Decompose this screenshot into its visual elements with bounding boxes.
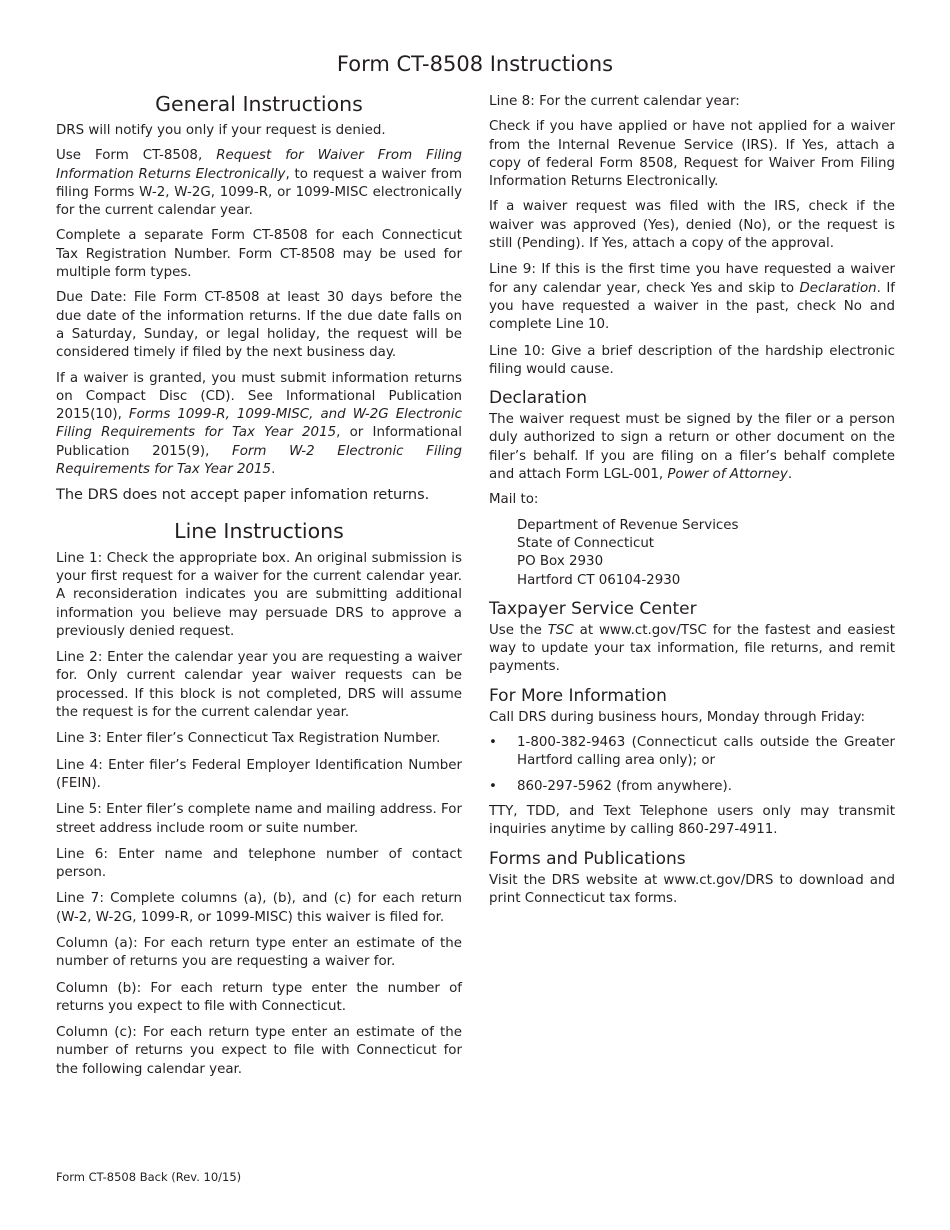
line-3-paragraph: Line 3: Enter filer’s Connecticut Tax Registration Number. bbox=[56, 730, 441, 747]
address-line: Hartford CT 06104-2930 bbox=[517, 572, 681, 588]
use-form-paragraph: Use Form CT-8508, Request for Waiver From Filing Information Returns Electronically, to request a waiver from filing Forms W-2, W-2G, 1099-R, or 1099-MISC electronically for the current calendar year. bbox=[56, 148, 463, 219]
tty-paragraph: TTY, TDD, and Text Telephone users only may transmit inquiries anytime by calling 860-297-4911. bbox=[489, 803, 895, 838]
line-7-paragraph: Line 7: Complete columns (a), (b), and (c) for each return (W-2, W-2G, 1099-R, or 1099-MISC) this waiver is filed for. bbox=[56, 890, 462, 925]
line-instructions-heading: Line Instructions bbox=[174, 518, 344, 543]
right-column bbox=[489, 92, 895, 915]
general-instructions-heading: General Instructions bbox=[155, 92, 363, 116]
mailing-address bbox=[517, 517, 895, 590]
mail-to-label: Mail to: bbox=[489, 492, 539, 508]
column-b-paragraph: Column (b): For each return type enter the number of returns you expect to file with Connecticut. bbox=[56, 979, 462, 1014]
line-2-paragraph: Line 2: Enter the calendar year you are requesting a waiver for. Only current calendar year waiver requests can be processed. If this block is not completed, DRS will assume the request is for the current calendar year. bbox=[56, 649, 462, 721]
more-information-heading: For More Information bbox=[489, 685, 667, 706]
line-8-paragraph: Line 8: For the current calendar year: bbox=[489, 93, 740, 109]
separate-form-paragraph: Complete a separate Form CT-8508 for each Connecticut Tax Registration Number. Form CT-8508 may be used for multiple form types. bbox=[56, 228, 462, 281]
line-5-paragraph: Line 5: Enter filer’s complete name and mailing address. For street address include room or suite number. bbox=[56, 801, 462, 836]
line-6-paragraph: Line 6: Enter name and telephone number of contact person. bbox=[56, 845, 462, 881]
notify-paragraph: DRS will notify you only if your request is denied. bbox=[56, 123, 386, 138]
column-a-paragraph: Column (a): For each return type enter an estimate of the number of returns you are requesting a waiver for. bbox=[56, 934, 462, 970]
address-line: PO Box 2930 bbox=[517, 554, 604, 570]
phone-list bbox=[489, 734, 895, 796]
due-date-paragraph: Due Date: File Form CT-8508 at least 30 days before the due date of the information returns. If the due date falls on a Saturday, Sunday, or legal holiday, the request will be considered timely if filed by the next business day. bbox=[56, 290, 463, 361]
tsc-paragraph: Use the TSC at www.ct.gov/TSC for the fastest and easiest way to update your tax information, file returns, and remit payments. bbox=[489, 622, 895, 675]
line-10-paragraph: Line 10: Give a brief description of the hardship electronic filing would cause. bbox=[489, 342, 895, 377]
bullet-icon: • bbox=[489, 778, 497, 794]
bullet-icon: • bbox=[489, 735, 497, 751]
page-title: Form CT-8508 Instructions bbox=[336, 52, 614, 76]
declaration-heading: Declaration bbox=[489, 388, 588, 409]
list-item: • 1-800-382-9463 (Connecticut calls outside the Greater Hartford calling area only); or bbox=[489, 735, 895, 769]
line-9-paragraph: Line 9: If this is the first time you have requested a waiver for any calendar year, check Yes and skip to Declaration. If you have requested a waiver in the past, check No and complete Line 10. bbox=[489, 261, 895, 333]
address-line: Department of Revenue Services bbox=[517, 517, 739, 533]
line-8-irs-paragraph: Check if you have applied or have not applied for a waiver from the Internal Revenue Service (IRS). If Yes, attach a copy of federal Form 8508, Request for Waiver From Filing Information Returns Electronically. bbox=[489, 119, 895, 190]
page-footer: Form CT-8508 Back (Rev. 10/15) bbox=[56, 1170, 242, 1184]
column-c-paragraph: Column (c): For each return type enter an estimate of the number of returns you expect to file with Connecticut for the following calendar year. bbox=[56, 1024, 462, 1077]
left-column bbox=[56, 92, 462, 1086]
line-4-paragraph: Line 4: Enter filer’s Federal Employer Identification Number (FEIN). bbox=[56, 756, 462, 791]
declaration-paragraph: The waiver request must be signed by the filer or a person duly authorized to sign a return or other document on the filer’s behalf. If you are filing on a filer’s behalf complete and attach Form LGL-001, Power of Attorney. bbox=[489, 412, 895, 483]
address-line: State of Connecticut bbox=[517, 535, 655, 551]
forms-paragraph: Visit the DRS website at www.ct.gov/DRS to download and print Connecticut tax forms. bbox=[489, 872, 895, 906]
list-item: • 860-297-5962 (from anywhere). bbox=[489, 778, 895, 796]
call-drs-paragraph: Call DRS during business hours, Monday through Friday: bbox=[489, 709, 865, 725]
taxpayer-service-center-heading: Taxpayer Service Center bbox=[489, 598, 697, 619]
line-1-paragraph: Line 1: Check the appropriate box. An original submission is your first request for a waiver for the current calendar year. A reconsideration indicates you are submitting additional information you believe may persuade DRS to approve a previously denied request. bbox=[56, 549, 463, 639]
forms-publications-heading: Forms and Publications bbox=[489, 848, 686, 869]
waiver-granted-paragraph: If a waiver is granted, you must submit information returns on Compact Disc (CD). See Informational Publication 2015(10), Forms 1099-R, 1099-MISC, and W-2G Electronic Filing Requirements for Tax Year 2015, or Informational Publication 2015(9), Form W-2 Electronic Filing Requirements for Tax Year 2015. bbox=[56, 370, 462, 478]
line-8-status-paragraph: If a waiver request was filed with the IRS, check if the waiver was approved (Yes), denied (No), or the request is still (Pending). If Yes, attach a copy of the approval. bbox=[489, 199, 895, 252]
paper-returns-paragraph: The DRS does not accept paper infomation returns. bbox=[56, 487, 430, 504]
